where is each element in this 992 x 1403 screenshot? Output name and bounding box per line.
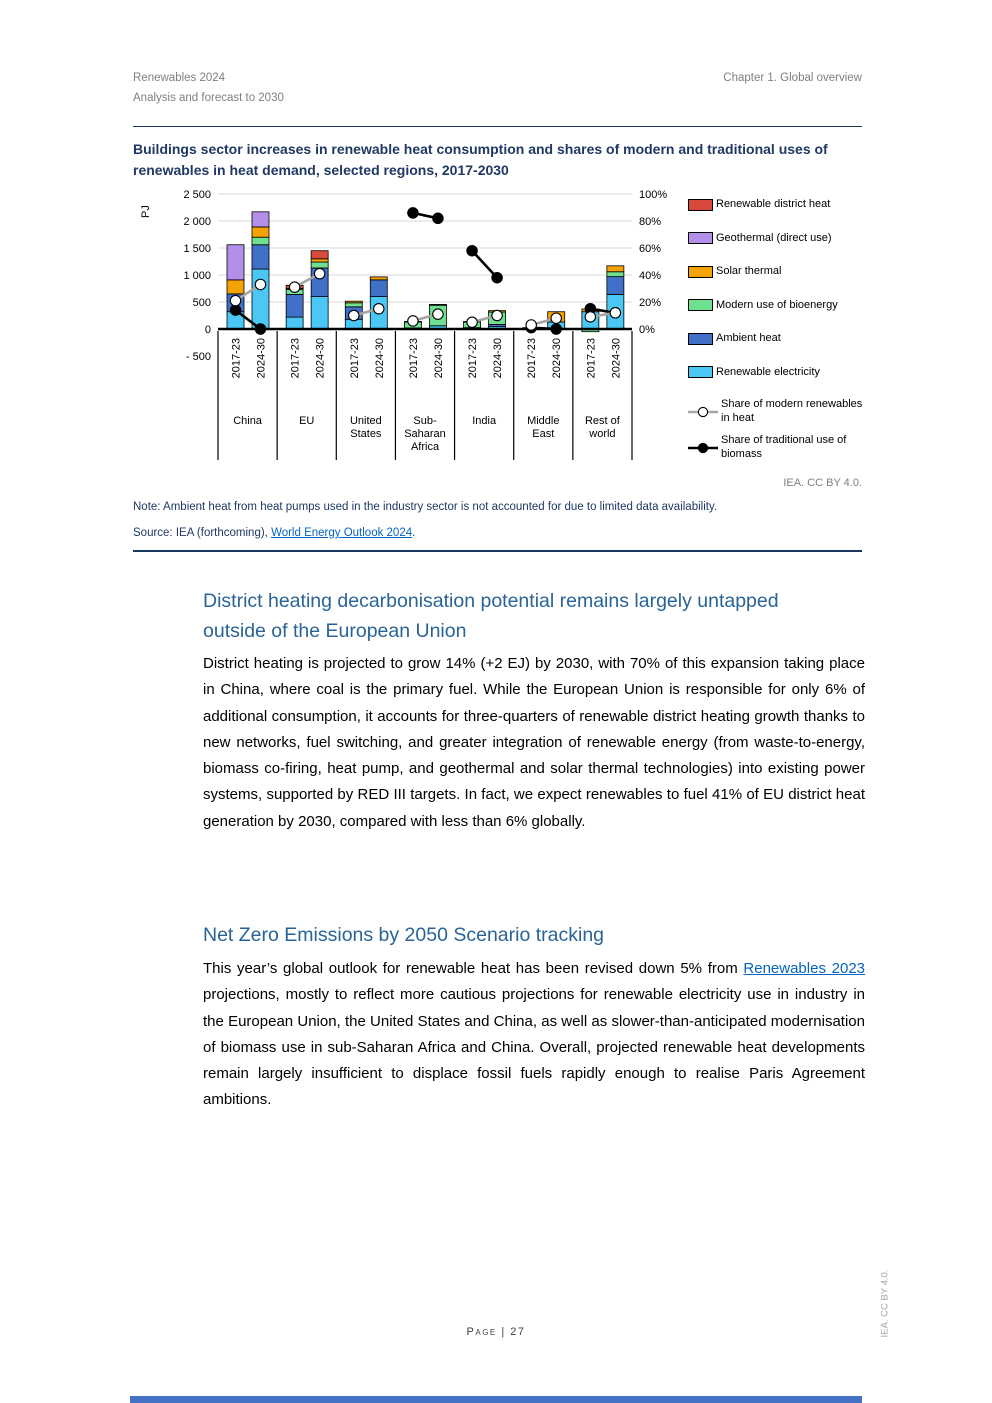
legend-swatch [688, 266, 713, 278]
group-label: China [233, 415, 262, 427]
bar-segment-modern_bioenergy [311, 262, 328, 268]
figure-source [133, 527, 868, 539]
share-marker [551, 324, 561, 334]
share-marker [289, 282, 299, 292]
left-axis-tick: 0 [204, 324, 211, 336]
figure-title: Buildings sector increases in renewable heat consumption and shares of modern and traditional uses of renewables in heat demand, selected regions, 2017-2030 [133, 141, 828, 178]
share-marker [585, 312, 595, 322]
chart-legend [688, 188, 866, 461]
left-axis-tick: 1 500 [183, 243, 211, 255]
section-body-nze-tracking [203, 956, 865, 1114]
group-label: EU [299, 415, 315, 427]
figure-bottom-rule [133, 550, 862, 552]
bar-segment-ambient_heat [252, 245, 269, 269]
bar-segment-ambient_heat [370, 280, 387, 297]
left-axis-tick: 1 000 [183, 270, 211, 282]
group-label: Sub-Saharan Africa [404, 415, 446, 453]
bar-segment-solar_thermal [607, 266, 624, 272]
share-marker [433, 309, 443, 319]
doc-title: Renewables 2024 [133, 72, 226, 84]
left-axis-label: PJ [140, 205, 152, 218]
legend-item [688, 322, 866, 356]
legend-label: Solar thermal [716, 265, 782, 277]
bar-segment-ambient_heat [607, 277, 624, 295]
bar-segment-geothermal [227, 245, 244, 280]
legend-label: Renewable electricity [716, 365, 820, 378]
share-marker [526, 320, 536, 330]
legend-label: Renewable district heat [716, 198, 831, 210]
period-tick: 2024-30 [314, 338, 327, 379]
period-tick: 2017-23 [585, 338, 598, 379]
right-axis-tick: 60% [639, 243, 662, 255]
period-tick: 2017-23 [526, 338, 539, 379]
bar-segment-modern_bioenergy [345, 303, 362, 307]
bar-segment-solar_thermal [311, 259, 328, 262]
group-label: India [472, 415, 497, 427]
bar-segment-solar_thermal [252, 227, 269, 237]
bar-segment-district_heat [311, 251, 328, 259]
legend-item [688, 356, 866, 390]
bar-segment-renewable_electricity [252, 269, 269, 329]
bar-segment-renewable_electricity [286, 317, 303, 329]
section-body-district-heating: District heating is projected to grow 14% (+2 EJ) by 2030, with 70% of this expansion taking place in China, where coal is the primary fuel. While the European Union is responsible for only 6% of additional consumption, it accounts for three-quarters of renewable district heating growth thanks to new networks, fuel switching, and greater integration of renewable energy (from waste-to-energy, biomass co-firing, heat pump, and geothermal and solar thermal technologies) into existing power systems, supported by RED III targets. In fact, we expect renewables to fuel 41% of EU district heat generation by 2030, compared with less than 6% globally. [203, 655, 865, 830]
section-heading-nze-tracking: Net Zero Emissions by 2050 Scenario tracking [203, 924, 605, 946]
share-marker [230, 305, 240, 315]
right-axis-tick: 100% [639, 189, 668, 201]
renewables-2023-link[interactable]: Renewables 2023 [743, 960, 866, 977]
bar-segment-renewable_electricity [311, 297, 328, 329]
legend-label: Share of traditional use of biomass [721, 434, 847, 460]
running-header-right [462, 68, 862, 88]
legend-line-item [688, 434, 866, 461]
group-label: United States [349, 415, 382, 440]
period-tick: 2017-23 [348, 338, 361, 379]
legend-item [688, 289, 866, 323]
heat-consumption-chart [133, 186, 673, 476]
modern-share-line-icon [688, 406, 718, 418]
page-number: Page | 27 [466, 1326, 526, 1338]
legend-item [688, 255, 866, 289]
header-rule [133, 126, 862, 127]
share-marker [492, 273, 502, 283]
traditional-biomass-line-icon [688, 442, 718, 454]
left-axis-tick: - 500 [185, 351, 211, 363]
right-axis-tick: 20% [639, 297, 662, 309]
share-marker [467, 317, 477, 327]
nze-body-post: projections, mostly to reflect more cautious projections for renewable electricity use in industry in the European Union, the United States and China, as well as slower-than-anticipated modernisation of biomass use in sub-Saharan Africa and China. Overall, projected renewable heat developments remain largely insufficient to displace fossil fuels rapidly enough to realise Paris Agreement ambitions. [203, 986, 865, 1109]
period-tick: 2017-23 [407, 338, 420, 379]
share-marker [408, 208, 418, 218]
period-tick: 2017-23 [230, 338, 243, 379]
share-marker [230, 295, 240, 305]
share-marker [374, 304, 384, 314]
bar-segment-modern_bioenergy [607, 272, 624, 277]
figure-credit: IEA. CC BY 4.0. [783, 477, 862, 489]
period-tick: 2024-30 [432, 338, 445, 379]
share-marker [255, 279, 265, 289]
legend-item [688, 222, 866, 256]
share-marker [467, 246, 477, 256]
source-prefix: Source: IEA (forthcoming), [133, 527, 272, 539]
group-label: Middle East [527, 415, 560, 440]
share-marker [492, 310, 502, 320]
left-axis-tick: 2 000 [183, 216, 211, 228]
period-tick: 2024-30 [373, 338, 386, 379]
period-tick: 2024-30 [255, 338, 268, 379]
right-axis-tick: 80% [639, 216, 662, 228]
section-heading-district-heating: District heating decarbonisation potential remains largely untapped outside of the European Union [203, 590, 779, 642]
legend-label: Ambient heat [716, 332, 781, 344]
legend-label: Geothermal (direct use) [716, 231, 832, 244]
left-axis-tick: 500 [192, 297, 211, 309]
bar-segment-ambient_heat [286, 294, 303, 317]
figure-note: Note: Ambient heat from heat pumps used in the industry sector is not accounted for due to limited data availability. [133, 501, 718, 513]
group-label: Rest of world [584, 415, 620, 440]
period-tick: 2024-30 [551, 338, 564, 379]
share-marker [433, 213, 443, 223]
chapter-label: Chapter 1. Global overview [723, 72, 862, 84]
legend-label: Modern use of bioenergy [716, 298, 838, 311]
legend-swatch [688, 366, 713, 378]
legend-swatch [688, 199, 713, 211]
legend-label: Share of modern renewables in heat [721, 398, 863, 424]
share-marker [255, 324, 265, 334]
period-tick: 2017-23 [467, 338, 480, 379]
period-tick: 2017-23 [289, 338, 302, 379]
side-credit-vertical: IEA. CC BY 4.0. [879, 1269, 891, 1338]
legend-swatch [688, 232, 713, 244]
source-suffix: . [412, 527, 416, 539]
bar-segment-solar_thermal [227, 280, 244, 294]
right-axis-tick: 40% [639, 270, 662, 282]
share-marker [408, 316, 418, 326]
share-marker [349, 310, 359, 320]
left-axis-tick: 2 500 [183, 189, 211, 201]
legend-item [688, 188, 866, 222]
bar-segment-geothermal [252, 212, 269, 227]
legend-line-item [688, 398, 866, 425]
period-tick: 2024-30 [492, 338, 505, 379]
period-tick: 2024-30 [610, 338, 623, 379]
legend-swatch [688, 299, 713, 311]
bar-segment-solar_thermal [370, 277, 387, 280]
footer-accent-bar [130, 1396, 862, 1403]
bar-segment-solar_thermal [345, 301, 362, 303]
share-marker [551, 313, 561, 323]
source-link[interactable]: World Energy Outlook 2024 [271, 527, 413, 539]
nze-body-pre: This year’s global outlook for renewable heat has been revised down 5% from [203, 960, 744, 977]
legend-swatch [688, 333, 713, 345]
share-marker [314, 268, 324, 278]
share-marker [610, 308, 620, 318]
doc-subtitle: Analysis and forecast to 2030 [133, 92, 284, 104]
right-axis-tick: 0% [639, 324, 655, 336]
bar-segment-modern_bioenergy [252, 237, 269, 245]
bar-segment-solar_thermal [429, 304, 446, 305]
